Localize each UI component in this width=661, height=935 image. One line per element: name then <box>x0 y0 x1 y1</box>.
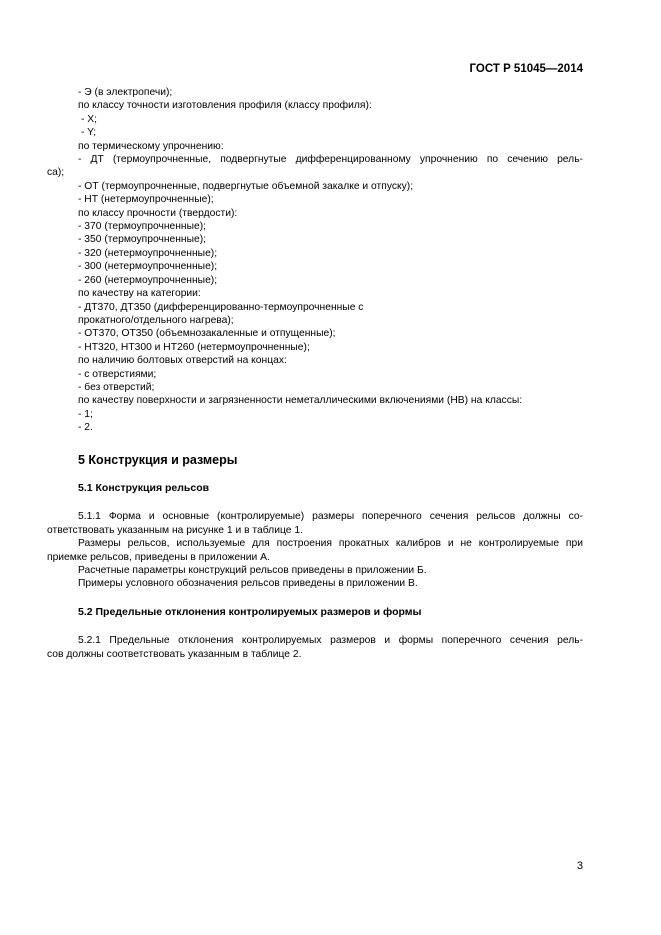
paragraph: Расчетные параметры конструкций рельсов приведены в приложении Б. <box>78 565 427 576</box>
subsection-heading: 5.2 Предельные отклонения контролируемых размеров и формы <box>78 605 422 618</box>
list-item: - НТ (нетермоупрочненные); <box>78 194 214 206</box>
list-item: по качеству поверхности и загрязненности неметаллическими включениями (НВ) на классы: <box>78 395 523 407</box>
list-item: по термическому упрочнению: <box>78 140 224 152</box>
list-item: - с отверстиями; <box>78 368 157 380</box>
list-item: по классу точности изготовления профиля (классу профиля): <box>78 100 372 112</box>
list-item: - Y; <box>81 127 97 139</box>
list-item: - ОТ370, ОТ350 (объемнозакаленные и отпущенные); <box>78 328 336 340</box>
paragraph: Размеры рельсов, используемые для построения прокатных калибров и не контролируемые при <box>78 538 583 550</box>
subsection-heading: 5.1 Конструкция рельсов <box>78 481 210 494</box>
list-item-continuation: са); <box>47 167 65 179</box>
paragraph: 5.2.1 Предельные отклонения контролируемых размеров и формы поперечного сечения рель- <box>78 635 583 647</box>
list-item: по качеству на категории: <box>78 288 201 300</box>
list-item: прокатного/отдельного нагрева); <box>78 314 234 326</box>
list-item: - 350 (термоупрочненные); <box>78 234 207 246</box>
section-heading: 5 Конструкция и размеры <box>78 452 238 467</box>
list-item: по классу прочности (твердости): <box>78 207 238 219</box>
document-body <box>47 86 583 661</box>
paragraph-continuation: приемке рельсов, приведены в приложении А. <box>47 551 270 563</box>
paragraph: 5.1.1 Форма и основные (контролируемые) размеры поперечного сечения рельсов должны со- <box>78 511 583 523</box>
list-item: - НТ320, НТ300 и НТ260 (нетермоупрочненные); <box>78 341 310 353</box>
document-id: ГОСТ Р 51045—2014 <box>469 63 583 75</box>
paragraph-continuation: ответствовать указанным на рисунке 1 и в таблице 1. <box>47 524 303 536</box>
list-item: - 320 (нетермоупрочненные); <box>78 247 218 259</box>
list-item: - ДТ (термоупрочненные, подвергнутые дифференцированному упрочнению по сечению рель- <box>78 154 583 166</box>
page-number: 3 <box>576 860 583 872</box>
list-item: - ОТ (термоупрочненные, подвергнутые объемной закалке и отпуску); <box>78 180 414 192</box>
paragraph: Примеры условного обозначения рельсов приведены в приложении В. <box>78 578 418 590</box>
list-item: - Э (в электропечи); <box>78 87 173 98</box>
list-item: - X; <box>81 113 98 125</box>
list-item: - ДТ370, ДТ350 (дифференцированно-термоупрочненные с <box>78 301 364 313</box>
list-item: - без отверстий; <box>78 381 155 393</box>
list-item: - 370 (термоупрочненные); <box>78 221 207 233</box>
paragraph-continuation: сов должны соответствовать указанным в таблице 2. <box>47 648 302 660</box>
list-item: - 2. <box>78 422 93 434</box>
list-item: - 1; <box>78 408 93 420</box>
list-item: - 300 (нетермоупрочненные); <box>78 261 218 273</box>
list-item: - 260 (нетермоупрочненные); <box>78 274 218 286</box>
list-item: по наличию болтовых отверстий на концах: <box>78 355 287 367</box>
